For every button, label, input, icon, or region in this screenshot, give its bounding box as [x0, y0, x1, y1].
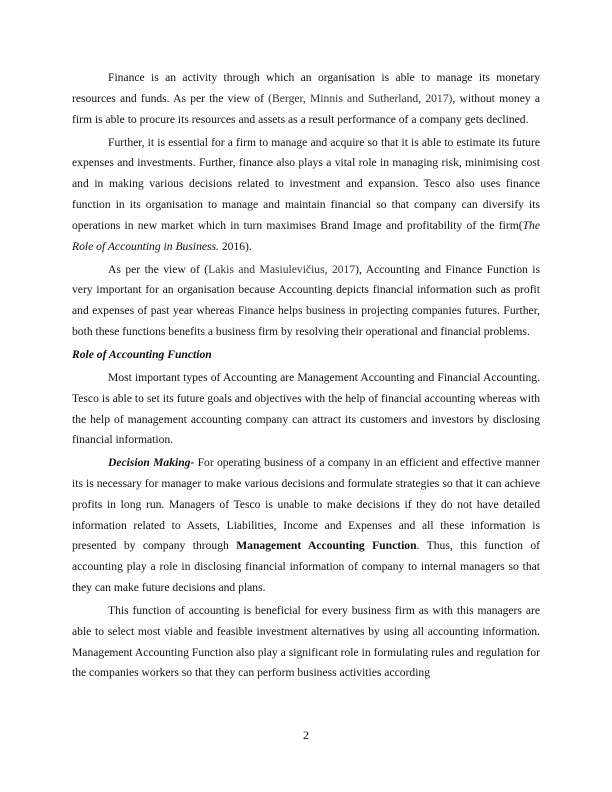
paragraph-text: As per the view of (	[108, 262, 209, 276]
document-page	[72, 68, 540, 686]
paragraph-accounting-types: Most important types of Accounting are Management Accounting and Financial Accounting. Tesco is able to set its future goals and objectives with the help of financial accounting whereas with the help of management accounting company can attract its customers and investors by disclosing financial information.	[72, 370, 540, 447]
paragraph-text: 2016).	[218, 239, 252, 253]
paragraph-finance-intro	[72, 68, 540, 130]
citation: Lakis and Masiulevičius, 2017	[208, 262, 356, 276]
paragraph-text: Finance is an activity through which an organisation is able to manage its monetary resources and funds. As per the view of	[72, 71, 540, 105]
page-number: 2	[303, 728, 309, 742]
paragraph-text: , without money a firm is able to procure its resources and assets as a result performance of a company gets declined.	[72, 91, 540, 126]
paragraph-finance-role	[72, 133, 540, 258]
bold-term: Management Accounting Function	[236, 539, 417, 553]
paragraph-text: . Thus, this function of accounting play a role in disclosing financial information of company to internal managers so that they can make future decisions and plans.	[72, 539, 540, 595]
paragraph-accounting-finance	[72, 260, 540, 343]
citation-title: The Role of Accounting in Business.	[72, 218, 540, 253]
paragraph-text: Further, it is essential for a firm to manage and acquire so that it is able to estimate its future expenses and investments. Further, finance also plays a vital role in managing risk, minimising cost and in making various decisions related to investment and expansion. Tesco also uses finance function in its organisation to manage and maintain financial so that company can diversify its operations in new market which in turn maximises Brand Image and profitability of the firm(	[72, 135, 540, 232]
section-heading: Role of Accounting Function	[72, 347, 212, 361]
paragraph-text: ), Accounting and Finance Function is very important for an organisation because Accounting depicts financial information such as profit and expenses of past year whereas Finance helps business in projecting companies futures. Further, both these functions benefits a business firm by resolving their operational and financial problems.	[72, 262, 540, 338]
paragraph-decision-making	[72, 453, 540, 599]
paragraph-text: For operating business of a company in an efficient and effective manner its is necessary for manager to make various decisions and formulate strategies so that it can achieve profits in long run. Managers of Tesco is unable to make decisions if they do not have detailed information related to Assets, Liabilities, Income and Expenses and all these information is presented by company through	[72, 456, 540, 553]
citation: (Berger, Minnis and Sutherland, 2017)	[268, 91, 453, 105]
subheading-decision-making: Decision Making-	[108, 456, 195, 470]
paragraph-accounting-benefits: This function of accounting is beneficial for every business firm as with this managers are able to select most viable and feasible investment alternatives by using all accounting information. Management Accounting Function also play a significant role in formulating rules and regulation for the companies workers so that they can perform business activities according	[72, 604, 540, 680]
